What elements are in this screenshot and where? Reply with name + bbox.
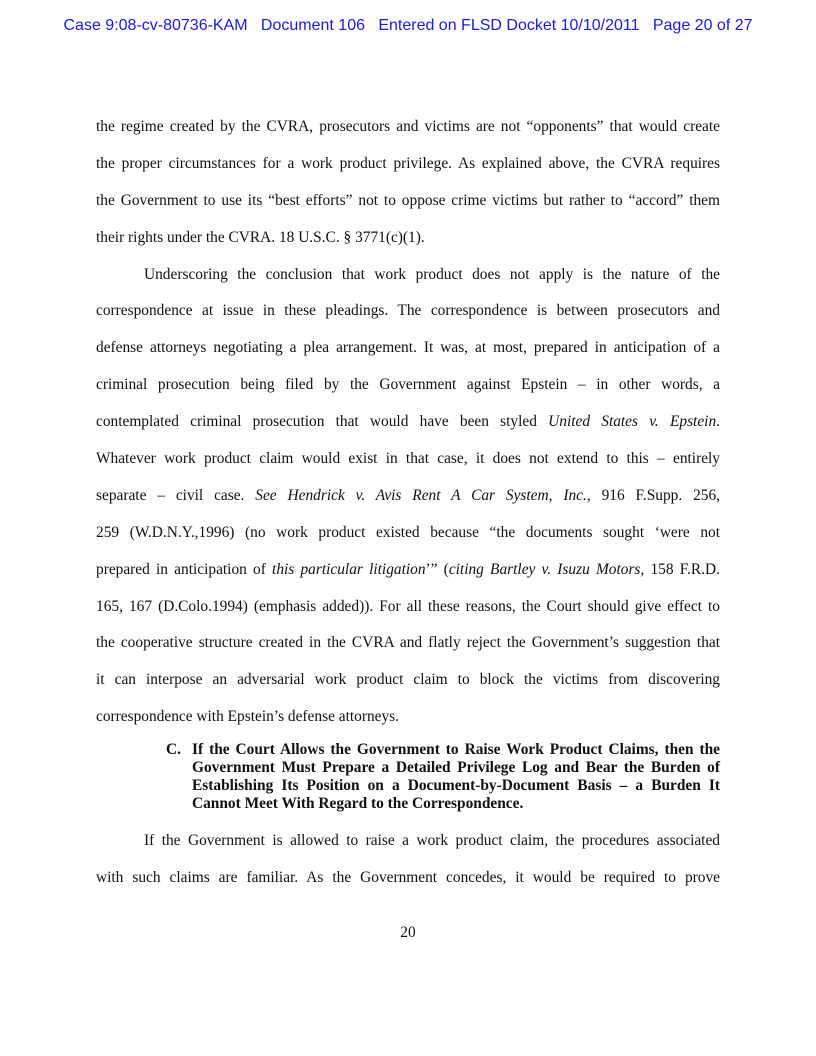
text-run: ’” ( <box>425 560 449 578</box>
paragraph-1-line: their rights under the CVRA. 18 U.S.C. § 3771(c)(1). <box>96 228 425 246</box>
text-run: 158 F.R.D. <box>644 560 720 578</box>
case-citation: citing Bartley v. Isuzu Motors, <box>448 560 645 578</box>
text-run: contemplated criminal prosecution that would have been styled <box>96 413 549 431</box>
body-text-upper <box>96 109 720 736</box>
text-run: separate – civil case. <box>96 486 256 504</box>
text-run: . <box>716 413 720 431</box>
paragraph-2-line: criminal prosecution being filed by the Government against Epstein – in other words, a <box>96 376 720 394</box>
paragraph-1-line: the proper circumstances for a work product privilege. As explained above, the CVRA requires <box>96 154 720 172</box>
paragraph-1-line: the regime created by the CVRA, prosecutors and victims are not “opponents” that would create <box>96 118 720 135</box>
text-run: prepared in anticipation of <box>96 560 273 578</box>
case-citation: See Hendrick v. Avis Rent A Car System, Inc. <box>255 486 587 504</box>
paragraph-2-line: Whatever work product claim would exist in that case, it does not extend to this – entirely <box>96 450 720 468</box>
paragraph-2-line: correspondence at issue in these pleadings. The correspondence is between prosecutors and <box>96 302 720 320</box>
case-citation: United States v. Epstein <box>548 413 717 431</box>
paragraph-2-line: the cooperative structure created in the CVRA and flatly reject the Government’s suggestion that <box>96 634 720 652</box>
paragraph-3-line: with such claims are familiar. As the Government concedes, it would be required to prove <box>96 868 720 886</box>
section-heading <box>166 741 720 813</box>
text-run: , 916 F.Supp. 256, <box>586 486 721 504</box>
section-letter: C. <box>166 741 181 758</box>
page-number: 20 <box>400 924 416 941</box>
emphasized-text: this particular litigation <box>272 560 426 578</box>
body-text-lower <box>96 823 720 897</box>
docket-header-stamp: Case 9:08-cv-80736-KAM Document 106 Entered on FLSD Docket 10/10/2011 Page 20 of 27 <box>63 17 753 34</box>
paragraph-1-line: the Government to use its “best efforts” not to oppose crime victims but rather to “accord” them <box>96 191 720 209</box>
paragraph-2-line: defense attorneys negotiating a plea arrangement. It was, at most, prepared in anticipation of a <box>96 339 720 357</box>
paragraph-2-line: it can interpose an adversarial work product claim to block the victims from discovering <box>96 671 720 689</box>
paragraph-2-line <box>96 404 720 441</box>
paragraph-2-line <box>96 478 720 515</box>
paragraph-3-line: If the Government is allowed to raise a work product claim, the procedures associated <box>144 832 720 849</box>
section-heading-line: Government Must Prepare a Detailed Privilege Log and Bear the Burden of <box>192 759 720 777</box>
section-heading-line: If the Court Allows the Government to Raise Work Product Claims, then the <box>192 741 720 758</box>
section-heading-line: Cannot Meet With Regard to the Correspondence. <box>192 795 524 813</box>
paragraph-2-line <box>96 552 720 589</box>
section-heading-line: Establishing Its Position on a Document-by-Document Basis – a Burden It <box>192 777 720 795</box>
paragraph-2-line: 259 (W.D.N.Y.,1996) (no work product existed because “the documents sought ‘were not <box>96 523 720 541</box>
paragraph-2-line: 165, 167 (D.Colo.1994) (emphasis added)). For all these reasons, the Court should give effect to <box>96 597 720 615</box>
paragraph-2-line: Underscoring the conclusion that work product does not apply is the nature of the <box>144 265 720 283</box>
paragraph-2-line: correspondence with Epstein’s defense attorneys. <box>96 708 400 726</box>
